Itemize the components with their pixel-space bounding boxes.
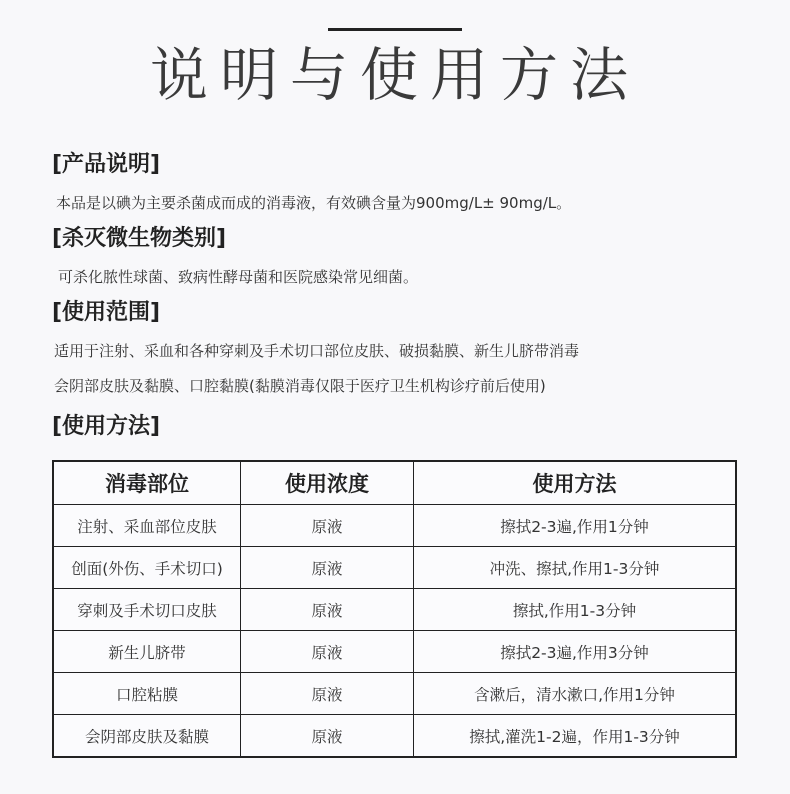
cell-method: 擦拭,灌洗1-2遍，作用1-3分钟	[414, 715, 737, 758]
header-concentration: 使用浓度	[241, 461, 414, 505]
product-desc-text: 本品是以碘为主要杀菌成而成的消毒液，有效碘含量为900mg/L± 90mg/L。	[56, 194, 572, 212]
top-decorative-rule	[328, 28, 462, 31]
cell-site: 口腔粘膜	[53, 673, 241, 715]
cell-concentration: 原液	[241, 547, 414, 589]
usage-heading: [使用方法]	[52, 414, 161, 439]
cell-concentration: 原液	[241, 631, 414, 673]
cell-site: 创面(外伤、手术切口)	[53, 547, 241, 589]
table-row	[53, 505, 736, 547]
table-row	[53, 589, 736, 631]
cell-concentration: 原液	[241, 673, 414, 715]
usage-method-table	[52, 460, 737, 758]
header-method: 使用方法	[414, 461, 737, 505]
cell-method: 含漱后，清水漱口,作用1分钟	[414, 673, 737, 715]
cell-site: 新生儿脐带	[53, 631, 241, 673]
table-row	[53, 631, 736, 673]
cell-method: 擦拭,作用1-3分钟	[414, 589, 737, 631]
cell-site: 穿刺及手术切口皮肤	[53, 589, 241, 631]
scope-text-line-2: 会阴部皮肤及黏膜、口腔黏膜(黏膜消毒仅限于医疗卫生机构诊疗前后使用)	[54, 377, 546, 395]
cell-method: 擦拭2-3遍,作用3分钟	[414, 631, 737, 673]
table-row	[53, 547, 736, 589]
table-row	[53, 673, 736, 715]
product-desc-heading: [产品说明]	[52, 152, 161, 177]
cell-site: 会阴部皮肤及黏膜	[53, 715, 241, 758]
cell-concentration: 原液	[241, 715, 414, 758]
table-header-row	[53, 461, 736, 505]
scope-text-line-1: 适用于注射、采血和各种穿刺及手术切口部位皮肤、破损黏膜、新生儿脐带消毒	[54, 342, 580, 360]
cell-method: 擦拭2-3遍,作用1分钟	[414, 505, 737, 547]
cell-concentration: 原液	[241, 589, 414, 631]
table-row	[53, 715, 736, 758]
page-title: 说明与使用方法	[149, 41, 640, 109]
cell-method: 冲洗、擦拭,作用1-3分钟	[414, 547, 737, 589]
microbes-text: 可杀化脓性球菌、致病性酵母菌和医院感染常见细菌。	[58, 268, 419, 286]
cell-site: 注射、采血部位皮肤	[53, 505, 241, 547]
cell-concentration: 原液	[241, 505, 414, 547]
microbes-heading: [杀灭微生物类别]	[52, 226, 227, 251]
header-site: 消毒部位	[53, 461, 241, 505]
scope-heading: [使用范围]	[52, 300, 161, 325]
